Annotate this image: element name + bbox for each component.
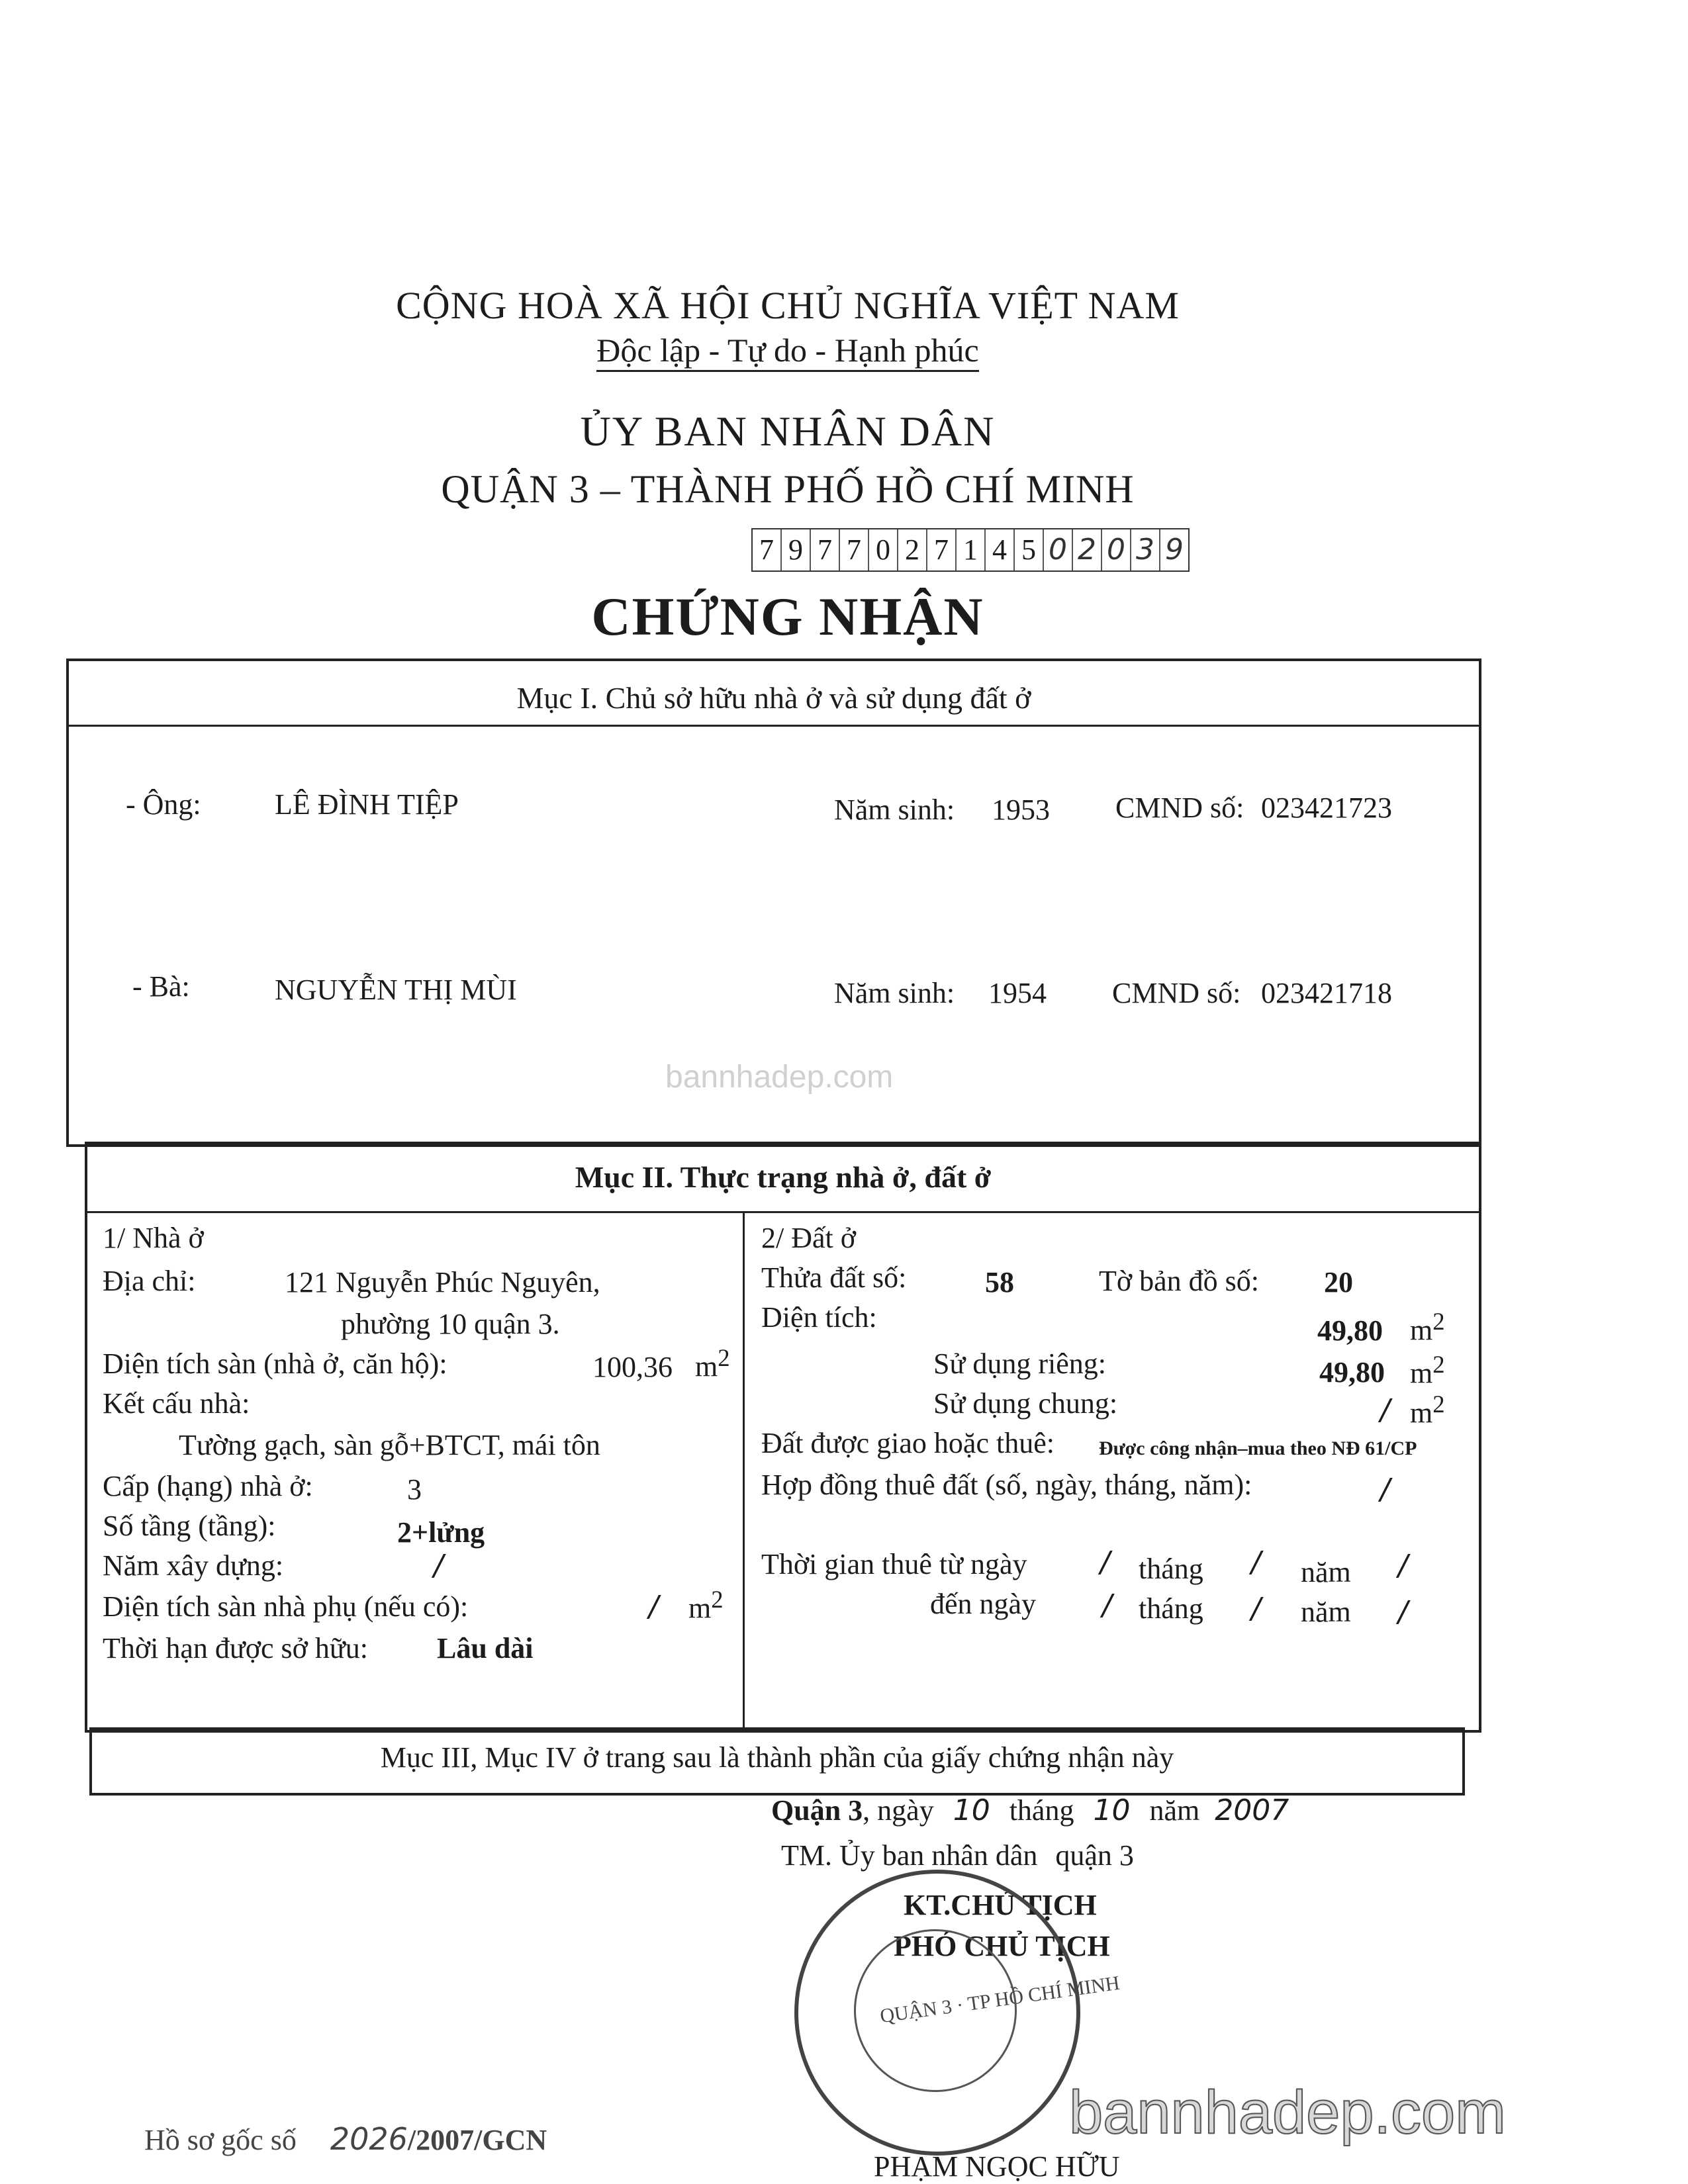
allocation-label: Đất được giao hoặc thuê: — [761, 1427, 1055, 1459]
lease-to-year: / — [1398, 1595, 1408, 1629]
lease-from-year: / — [1398, 1549, 1408, 1582]
unit: m — [695, 1350, 718, 1383]
unit-sup: 2 — [1432, 1390, 1445, 1418]
house-address-line2: phường 10 quận 3. — [341, 1308, 560, 1340]
parcel-label: Thửa đất số: — [761, 1261, 907, 1294]
aux-area-unit — [688, 1585, 724, 1625]
grade-value: 3 — [407, 1473, 422, 1506]
lease-to-label: đến ngày — [930, 1588, 1037, 1620]
ownership-value: Lâu dài — [437, 1632, 534, 1664]
floors-label: Số tầng (tầng): — [103, 1510, 276, 1542]
section2-title: Mục II. Thực trạng nhà ở, đất ở — [575, 1160, 992, 1194]
watermark-large: bannhadep.com — [1069, 2079, 1506, 2146]
floor-area-label: Diện tích sàn (nhà ở, căn hộ): — [103, 1347, 447, 1380]
motto-text: Độc lập - Tự do - Hạnh phúc — [596, 332, 978, 372]
file-ref-number: 2026 — [330, 2121, 408, 2157]
serial-digit: 7 — [927, 529, 957, 570]
lease-contract-label: Hợp đồng thuê đất (số, ngày, tháng, năm): — [761, 1469, 1252, 1501]
private-use-unit — [1410, 1350, 1445, 1390]
lease-from-year-label: năm — [1301, 1556, 1351, 1588]
private-use-label: Sử dụng riêng: — [933, 1347, 1106, 1380]
year-built-value: / — [434, 1549, 444, 1582]
seal-text: QUẬN 3 · TP HỒ CHÍ MINH — [878, 1972, 1121, 2028]
unit-sup: 2 — [1432, 1351, 1445, 1378]
owner1-id-label: CMND số: — [1115, 792, 1244, 824]
serial-digit: 0 — [1044, 529, 1073, 570]
year: 2007 — [1215, 1794, 1289, 1827]
lease-to-month-label: tháng — [1139, 1592, 1203, 1625]
serial-digit: 2 — [1073, 529, 1102, 570]
section2-column-divider — [743, 1211, 745, 1727]
serial-digit: 1 — [957, 529, 986, 570]
unit: m — [1410, 1357, 1433, 1390]
serial-digit: 7 — [811, 529, 840, 570]
land-heading: 2/ Đất ở — [761, 1222, 857, 1254]
lease-from-month: / — [1251, 1545, 1261, 1579]
land-area-label: Diện tích: — [761, 1301, 877, 1334]
aux-area-value: / — [649, 1590, 659, 1623]
lease-to-year-label: năm — [1301, 1596, 1351, 1628]
role-deputy-chair: PHÓ CHỦ TỊCH — [894, 1930, 1110, 1962]
committee-heading: ỦY BAN NHÂN DÂN — [580, 408, 996, 455]
unit-sup: 2 — [1432, 1308, 1445, 1335]
year-label: năm — [1149, 1794, 1200, 1827]
file-reference — [144, 2121, 547, 2157]
owner2-birth-year: 1954 — [988, 977, 1047, 1009]
serial-digit: 9 — [782, 529, 811, 570]
serial-digit: 0 — [869, 529, 898, 570]
signature-date — [771, 1794, 1289, 1827]
owner1-prefix: - Ông: — [126, 788, 201, 821]
section2-divider — [85, 1211, 1481, 1213]
house-heading: 1/ Nhà ở — [103, 1222, 204, 1254]
on-behalf — [781, 1839, 1134, 1872]
allocation-value: Được công nhận–mua theo NĐ 61/CP — [1099, 1437, 1417, 1459]
day-label: , ngày — [863, 1794, 934, 1827]
lease-to-month: / — [1251, 1592, 1261, 1625]
floor-area-value: 100,36 — [592, 1351, 673, 1383]
watermark-small: bannhadep.com — [665, 1060, 894, 1095]
unit-sup: 2 — [718, 1344, 730, 1371]
lease-to-day: / — [1102, 1588, 1112, 1622]
lease-contract-value: / — [1380, 1473, 1390, 1506]
owner2-id-label: CMND số: — [1112, 977, 1241, 1009]
serial-digit: 3 — [1131, 529, 1160, 570]
signer-name: PHẠM NGỌC HỮU — [874, 2150, 1120, 2183]
owner2-birth-label: Năm sinh: — [834, 977, 955, 1009]
day: 10 — [953, 1794, 990, 1827]
map-label: Tờ bản đồ số: — [1099, 1265, 1260, 1297]
motto — [391, 331, 1185, 369]
serial-digit: 9 — [1165, 533, 1184, 567]
serial-digit: 4 — [986, 529, 1015, 570]
owner1-birth-year: 1953 — [992, 794, 1050, 826]
serial-digit: 2 — [898, 529, 927, 570]
serial-digit: 5 — [1015, 529, 1044, 570]
serial-digit: 0 — [1102, 529, 1131, 570]
unit-sup: 2 — [711, 1586, 724, 1613]
section1-divider — [66, 725, 1481, 727]
year-built-label: Năm xây dựng: — [103, 1549, 284, 1582]
role-vice-chair: KT.CHỦ TỊCH — [904, 1889, 1097, 1921]
land-area-value: 49,80 — [1317, 1314, 1383, 1347]
shared-use-value: / — [1380, 1393, 1390, 1427]
ownership-label: Thời hạn được sở hữu: — [103, 1632, 369, 1664]
lease-from-day: / — [1100, 1545, 1110, 1579]
shared-use-unit — [1410, 1390, 1445, 1430]
lease-from-month-label: tháng — [1139, 1553, 1203, 1585]
certificate-title: CHỨNG NHẬN — [591, 586, 984, 647]
unit: m — [688, 1592, 712, 1625]
parcel-value: 58 — [985, 1266, 1014, 1298]
on-behalf-district: quận 3 — [1055, 1839, 1134, 1872]
floors-value: 2+lửng — [397, 1516, 485, 1549]
month: 10 — [1093, 1794, 1131, 1827]
month-label: tháng — [1009, 1794, 1074, 1827]
owner1-birth-label: Năm sinh: — [834, 794, 955, 826]
owner2-id-number: 023421718 — [1261, 977, 1392, 1009]
private-use-value: 49,80 — [1319, 1356, 1385, 1388]
unit: m — [1410, 1396, 1433, 1430]
lease-from-label: Thời gian thuê từ ngày — [761, 1548, 1027, 1580]
house-address-label: Địa chỉ: — [103, 1265, 196, 1297]
serial-digit: 7 — [840, 529, 869, 570]
section3-note: Mục III, Mục IV ở trang sau là thành phần của giấy chứng nhận này — [380, 1741, 1174, 1774]
unit: m — [1410, 1314, 1433, 1347]
file-ref-suffix: /2007/GCN — [407, 2124, 547, 2156]
republic-heading: CỘNG HOÀ XÃ HỘI CHỦ NGHĨA VIỆT NAM — [396, 284, 1180, 327]
serial-number-box — [751, 528, 1190, 572]
structure-value: Tường gạch, sàn gỗ+BTCT, mái tôn — [179, 1429, 600, 1461]
grade-label: Cấp (hạng) nhà ở: — [103, 1470, 313, 1502]
file-ref-label: Hồ sơ gốc số — [144, 2124, 297, 2156]
on-behalf-text: TM. Ủy ban nhân dân — [781, 1839, 1038, 1872]
aux-area-label: Diện tích sàn nhà phụ (nếu có): — [103, 1590, 469, 1623]
house-address-line1: 121 Nguyễn Phúc Nguyên, — [285, 1266, 600, 1298]
owner2-name: NGUYỄN THỊ MÙI — [275, 974, 517, 1006]
shared-use-label: Sử dụng chung: — [933, 1387, 1118, 1420]
structure-label: Kết cấu nhà: — [103, 1387, 250, 1420]
owner1-id-number: 023421723 — [1261, 792, 1392, 824]
map-value: 20 — [1324, 1266, 1353, 1298]
place: Quận 3 — [771, 1794, 863, 1827]
section1-title: Mục I. Chủ sở hữu nhà ở và sử dụng đất ở — [516, 681, 1031, 715]
owner2-prefix: - Bà: — [132, 970, 190, 1003]
floor-area-unit — [695, 1343, 730, 1384]
district-heading: QUẬN 3 – THÀNH PHỐ HỒ CHÍ MINH — [441, 467, 1135, 511]
land-area-unit — [1410, 1307, 1445, 1347]
serial-digit: 7 — [753, 529, 782, 570]
owner1-name: LÊ ĐÌNH TIỆP — [275, 788, 459, 821]
